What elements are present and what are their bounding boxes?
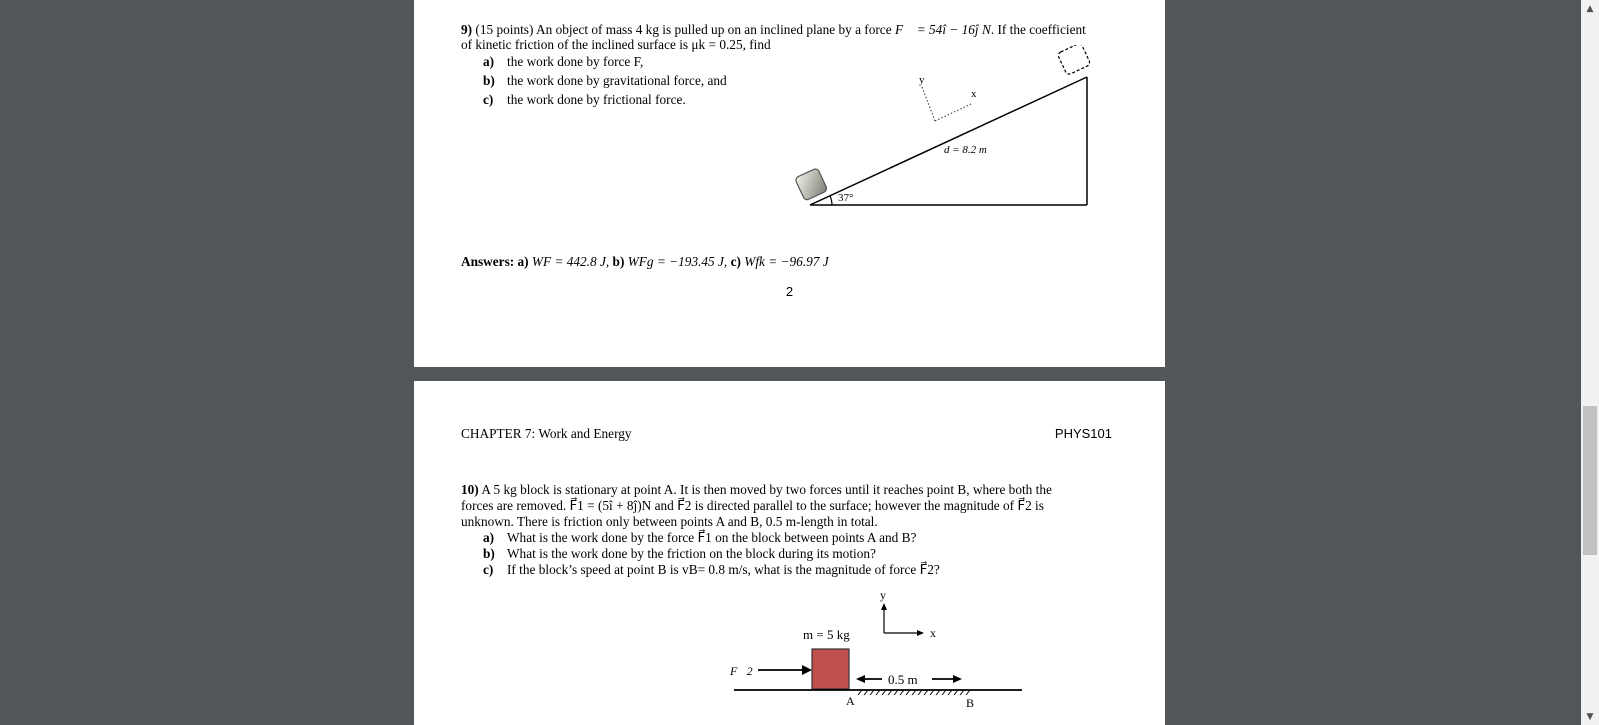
- y-axis-dotted: [922, 87, 935, 121]
- mass-label: m = 5 kg: [803, 627, 850, 642]
- problem-10-item-c: c) If the block’s speed at point B is vB= 0.8 m/s, what is the magnitude of force F⃗2?: [483, 562, 940, 577]
- point-b-label: B: [966, 696, 975, 710]
- block: [812, 649, 849, 689]
- course-code: PHYS101: [1054, 426, 1112, 441]
- problem-9-number: 9): [461, 22, 473, 37]
- scrollbar-thumb[interactable]: [1583, 406, 1597, 555]
- chapter-header: CHAPTER 7: Work and Energy: [461, 426, 632, 441]
- fig2-x-arrowhead: [917, 630, 924, 636]
- problem-9-points: (15 points): [475, 22, 534, 37]
- problem-10-item-a: a) What is the work done by the force F⃗1 on the block between points A and B?: [483, 530, 917, 545]
- point-a-label: A: [846, 694, 855, 708]
- problem-9-item-c: c) the work done by frictional force.: [483, 92, 686, 107]
- page-number: 2: [785, 284, 794, 299]
- scroll-up-icon[interactable]: ▲: [1586, 3, 1594, 14]
- f2-label: F⃗2: [730, 664, 753, 678]
- block-bottom: [795, 168, 828, 201]
- incline-surface: [810, 77, 1087, 205]
- angle-arc: [830, 196, 832, 205]
- incline-figure: [774, 45, 1114, 220]
- distance-right-arrowhead: [953, 675, 962, 683]
- vertical-scrollbar[interactable]: [1581, 0, 1599, 725]
- problem-9-item-a: a) the work done by force F,: [483, 54, 644, 69]
- problem-9-line-1: [461, 22, 1121, 38]
- problem-10-item-b: b) What is the work done by the friction on the block during its motion?: [483, 546, 876, 561]
- pdf-page-2: [414, 0, 1165, 367]
- distance-label: d = 8.2 m: [944, 144, 987, 156]
- scroll-down-icon[interactable]: ▼: [1586, 711, 1594, 722]
- fig2-axis-y-label: y: [880, 588, 886, 602]
- x-axis-dotted: [935, 104, 971, 121]
- problem-9-line-2: of kinetic friction of the inclined surface is μk = 0.25, find: [461, 37, 771, 52]
- block-figure: [714, 581, 1044, 725]
- fig2-axis-x-label: x: [930, 626, 936, 640]
- problem-9-item-b: b) the work done by gravitational force, and: [483, 73, 727, 88]
- angle-label: 37°: [838, 192, 854, 204]
- axis-x-label: x: [971, 88, 977, 100]
- problem-9-answers: Answers: a) WF = 442.8 J, b) WFg = −193.45 J, c) Wfk = −96.97 J: [461, 254, 829, 269]
- fig2-y-arrowhead: [881, 603, 887, 610]
- problem-10-number: 10): [461, 482, 479, 497]
- problem-10-line-3: unknown. There is friction only between points A and B, 0.5 m-length in total.: [461, 514, 878, 529]
- problem-9-force-expression: F⃗ = 54î − 16ĵ N: [894, 22, 991, 37]
- pdf-page-3: [414, 381, 1165, 725]
- distance-label-2: 0.5 m: [888, 672, 918, 687]
- block-top-dashed: [1057, 45, 1091, 75]
- problem-9-text-1: An object of mass 4 kg is pulled up on an inclined plane by a force: [536, 22, 892, 37]
- f2-arrowhead: [802, 665, 812, 675]
- problem-10-line-1: 10) A 5 kg block is stationary at point A. It is then moved by two forces until it reaches point B, where both the: [461, 482, 1052, 497]
- problem-10-line-2: forces are removed. F⃗1 = (5î + 8ĵ)N and F⃗2 is directed parallel to the surface; however the magnitude of F⃗2 is: [461, 498, 1044, 513]
- axis-y-label: y: [919, 74, 925, 86]
- problem-9-text-1-end: . If the coefficient: [990, 22, 1086, 37]
